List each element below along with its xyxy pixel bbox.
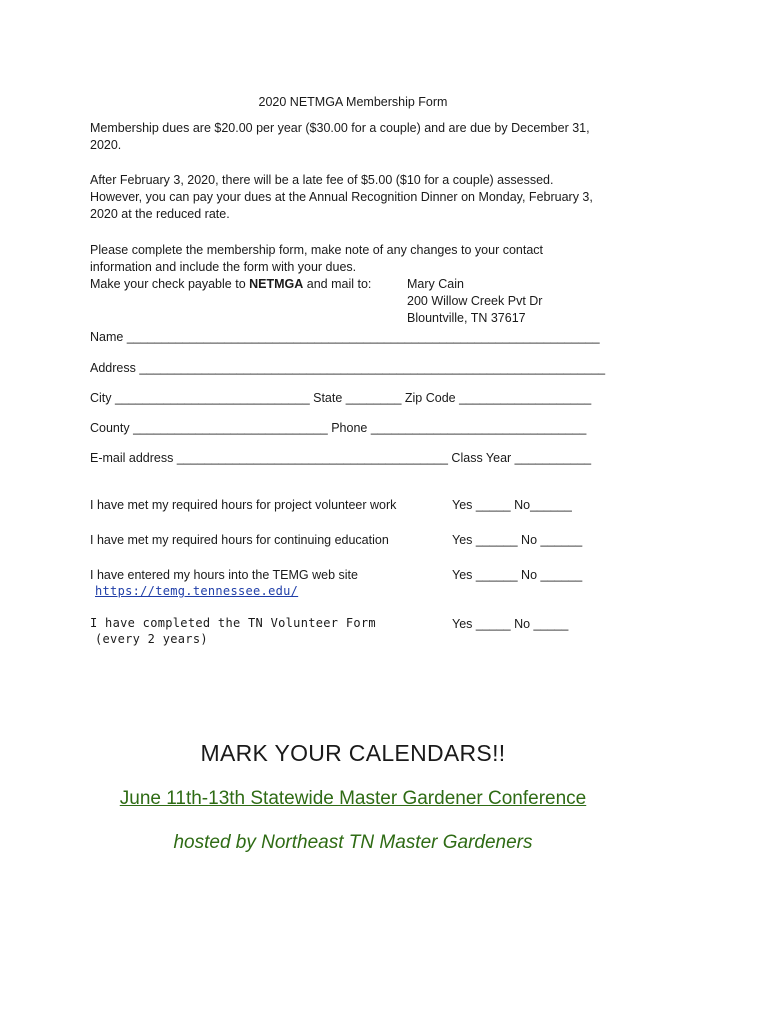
answer-education-hours[interactable]: Yes ______ No ______	[452, 533, 583, 547]
mailing-address	[407, 276, 542, 327]
email-class-year-fields[interactable]: E-mail address _______________________________________ Class Year ___________	[90, 451, 592, 465]
volunteer-form-frequency: (every 2 years)	[95, 632, 208, 646]
calendar-headline: MARK YOUR CALENDARS!!	[200, 740, 506, 766]
late-fee-line-3: 2020 at the reduced rate.	[90, 207, 230, 221]
temg-website-link[interactable]: https://temg.tennessee.edu/	[95, 584, 299, 598]
late-fee-line-2: However, you can pay your dues at the Annual Recognition Dinner on Monday, February 3,	[90, 190, 593, 204]
question-volunteer-form: I have completed the TN Volunteer Form	[90, 616, 376, 630]
late-fee-line-1: After February 3, 2020, there will be a late fee of $5.00 ($10 for a couple) assessed.	[90, 173, 554, 187]
question-volunteer-hours: I have met my required hours for project volunteer work	[90, 498, 397, 512]
question-education-hours: I have met my required hours for continuing education	[90, 533, 389, 547]
question-temg-entry: I have entered my hours into the TEMG web site	[90, 568, 358, 582]
mail-city: Blountville, TN 37617	[407, 311, 526, 325]
conference-host: hosted by Northeast TN Master Gardeners	[173, 832, 533, 853]
name-field[interactable]: Name ____________________________________________________________________	[90, 330, 600, 344]
dues-line-1: Membership dues are $20.00 per year ($30.00 for a couple) and are due by December 31,	[90, 121, 590, 135]
instructions-line-1: Please complete the membership form, make note of any changes to your contact	[90, 243, 544, 257]
check-suffix: and mail to:	[303, 277, 372, 291]
dues-line-2: 2020.	[90, 138, 122, 152]
late-fee-paragraph	[90, 172, 610, 223]
check-org: NETMGA	[249, 277, 304, 291]
conference-announcement: June 11th-13th Statewide Master Gardener Conference	[119, 788, 587, 809]
county-phone-fields[interactable]: County ____________________________ Phone _______________________________	[90, 421, 587, 435]
check-prefix: Make your check payable to	[90, 277, 250, 291]
answer-volunteer-hours[interactable]: Yes _____ No______	[452, 498, 572, 512]
mail-street: 200 Willow Creek Pvt Dr	[407, 294, 543, 308]
form-title: 2020 NETMGA Membership Form	[258, 95, 448, 109]
instructions-line-2: information and include the form with your dues.	[90, 260, 357, 274]
answer-volunteer-form[interactable]: Yes _____ No _____	[452, 617, 569, 631]
city-state-zip-fields[interactable]: City ____________________________ State ________ Zip Code ___________________	[90, 391, 592, 405]
dues-paragraph	[90, 120, 610, 154]
address-field[interactable]: Address ___________________________________________________________________	[90, 361, 606, 375]
answer-temg-entry[interactable]: Yes ______ No ______	[452, 568, 583, 582]
mail-name: Mary Cain	[407, 277, 464, 291]
